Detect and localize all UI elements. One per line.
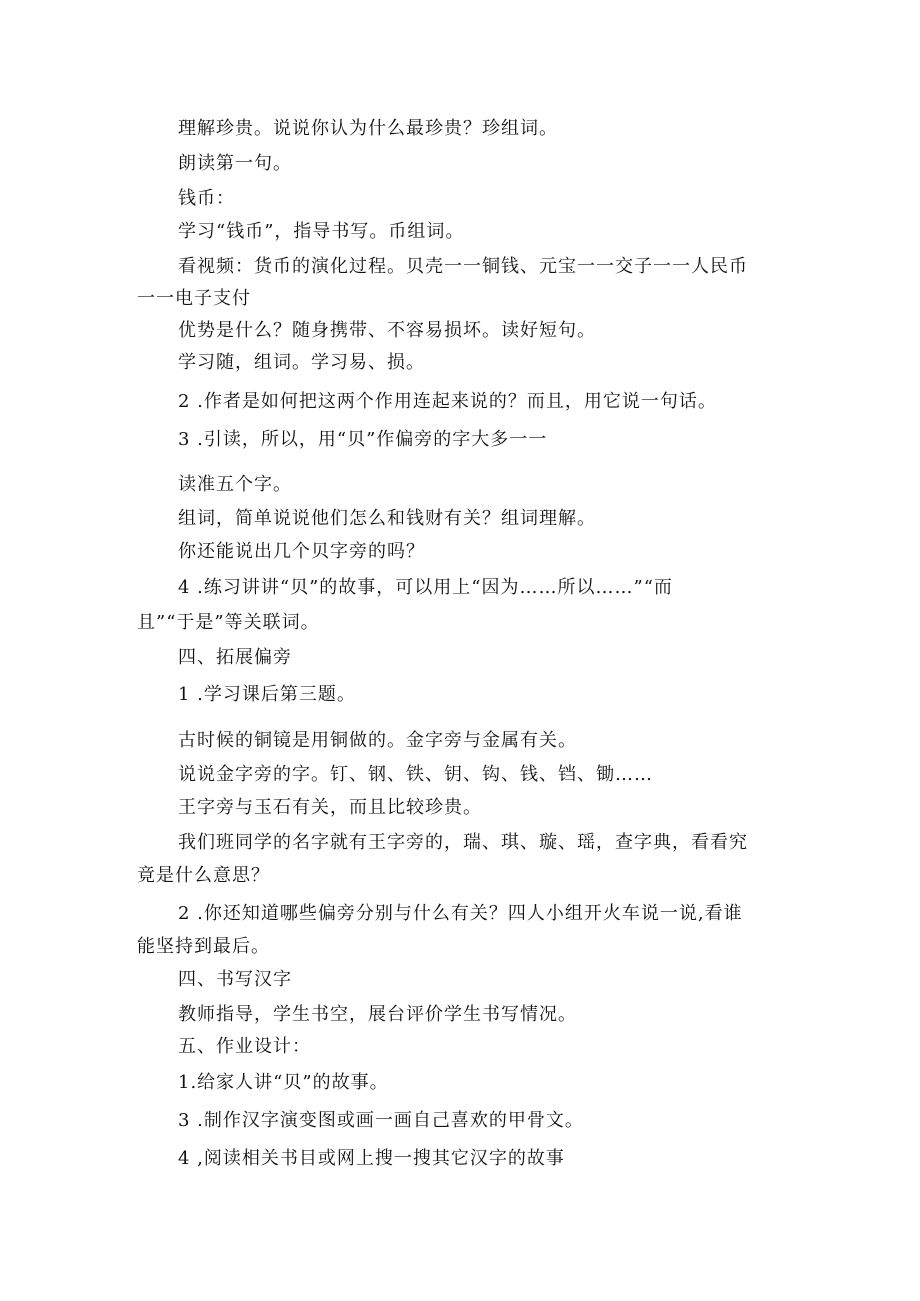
- paragraph-line: 能坚持到最后。: [137, 936, 270, 957]
- paragraph-line: 朗读第一句。: [178, 153, 292, 174]
- paragraph-line: 钱币：: [178, 188, 235, 209]
- paragraph-line: 看视频：货币的演化过程。贝壳一一铜钱、元宝一一交子一一人民币: [178, 256, 748, 277]
- paragraph-line: 你还能说出几个贝字旁的吗？: [178, 541, 425, 562]
- paragraph-line: 王字旁与玉石有关，而且比较珍贵。: [178, 797, 482, 818]
- paragraph-line: 且”“于是”等关联词。: [137, 612, 320, 633]
- paragraph-line: 我们班同学的名字就有王字旁的，瑞、琪、璇、瑶，查字典，看看究: [178, 832, 748, 853]
- numbered-item: 3 .引读，所以，用“贝”作偏旁的字大多一一: [178, 429, 548, 450]
- paragraph-line: 教师指导，学生书空，展台评价学生书写情况。: [178, 1004, 577, 1025]
- paragraph-line: 学习“钱币”，指导书写。币组词。: [178, 221, 465, 242]
- numbered-item: 2 .你还知道哪些偏旁分别与什么有关？四人小组开火车说一说,看谁: [178, 903, 743, 924]
- section-heading: 五、作业设计：: [178, 1036, 311, 1057]
- paragraph-line: 竟是什么意思？: [137, 865, 270, 886]
- numbered-item: 1.给家人讲“贝”的故事。: [178, 1072, 389, 1093]
- paragraph-line: 一一电子支付: [137, 288, 251, 309]
- numbered-item: 3 .制作汉字演变图或画一画自己喜欢的甲骨文。: [178, 1110, 584, 1131]
- section-heading: 四、拓展偏旁: [178, 647, 292, 668]
- paragraph-line: 组词，简单说说他们怎么和钱财有关？组词理解。: [178, 508, 596, 529]
- numbered-item: 1 .学习课后第三题。: [178, 684, 356, 705]
- numbered-item: 4 .练习讲讲“贝”的故事，可以用上“因为……所以……”“而: [178, 577, 673, 598]
- paragraph-line: 说说金字旁的字。钉、钢、铁、钥、钩、钱、铛、锄……: [178, 764, 653, 785]
- paragraph-line: 优势是什么？随身携带、不容易损坏。读好短句。: [178, 320, 596, 341]
- numbered-item: 2 .作者是如何把这两个作用连起来说的？而且，用它说一句话。: [178, 391, 717, 412]
- paragraph-line: 学习随，组词。学习易、损。: [178, 352, 425, 373]
- section-heading: 四、书写汉字: [178, 969, 292, 990]
- paragraph-line: 古时候的铜镜是用铜做的。金字旁与金属有关。: [178, 730, 577, 751]
- paragraph-line: 理解珍贵。说说你认为什么最珍贵？珍组词。: [178, 118, 558, 139]
- paragraph-line: 读准五个字。: [178, 474, 292, 495]
- numbered-item: 4 ,阅读相关书目或网上搜一搜其它汉字的故事: [178, 1148, 565, 1169]
